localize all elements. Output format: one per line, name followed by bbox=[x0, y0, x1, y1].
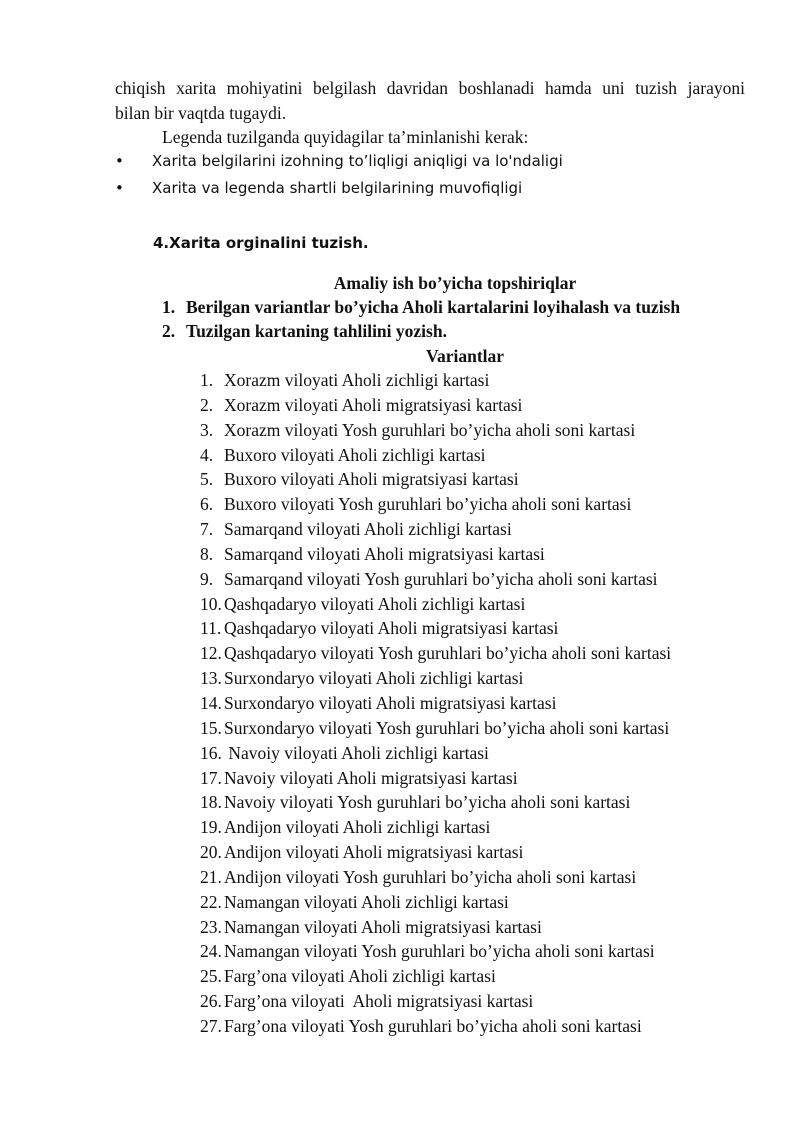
variant-item bbox=[200, 468, 671, 493]
variant-number: 5. bbox=[200, 469, 214, 490]
variant-number: 26. bbox=[200, 991, 222, 1012]
variant-item bbox=[200, 767, 671, 792]
variant-number: 14. bbox=[200, 692, 222, 713]
task-number: 2. bbox=[162, 321, 176, 341]
variant-item bbox=[200, 419, 671, 444]
variant-item bbox=[200, 1015, 671, 1040]
task-item bbox=[162, 320, 680, 344]
variant-item bbox=[200, 444, 671, 469]
legend-requirements-line: Legenda tuzilganda quyidagilar ta’minlanishi kerak: bbox=[162, 127, 529, 147]
tasks-heading: Amaliy ish bo’yicha topshiriqlar bbox=[333, 273, 577, 293]
variant-text: Xorazm viloyati Aholi migratsiyasi kartasi bbox=[224, 394, 523, 415]
variant-text: Xorazm viloyati Yosh guruhlari bo’yicha aholi soni kartasi bbox=[224, 419, 636, 440]
variant-text: Samarqand viloyati Aholi zichligi kartasi bbox=[224, 519, 512, 540]
variant-number: 6. bbox=[200, 494, 214, 515]
variant-text: Qashqadaryo viloyati Aholi zichligi kartasi bbox=[224, 593, 526, 614]
variant-number: 20. bbox=[200, 842, 222, 863]
variant-number: 8. bbox=[200, 543, 214, 564]
variant-item bbox=[200, 617, 671, 642]
variant-number: 23. bbox=[200, 916, 222, 937]
bullet-marker: • bbox=[115, 179, 124, 197]
variant-number: 17. bbox=[200, 767, 222, 788]
task-item bbox=[162, 296, 680, 320]
section-4-heading: 4.Xarita orginalini tuzish. bbox=[153, 234, 369, 252]
variant-number: 10. bbox=[200, 593, 222, 614]
variant-text: Navoiy viloyati Aholi migratsiyasi kartasi bbox=[224, 767, 518, 788]
bullet-text: Xarita va legenda shartli belgilarining muvofiqligi bbox=[152, 179, 523, 197]
variant-item bbox=[200, 742, 671, 767]
variant-item bbox=[200, 593, 671, 618]
variant-item bbox=[200, 692, 671, 717]
variant-text: Andijon viloyati Aholi zichligi kartasi bbox=[224, 817, 491, 838]
variant-text: Namangan viloyati Aholi migratsiyasi kartasi bbox=[224, 916, 542, 937]
variant-text: Qashqadaryo viloyati Yosh guruhlari bo’yicha aholi soni kartasi bbox=[224, 643, 672, 664]
variant-text: Namangan viloyati Aholi zichligi kartasi bbox=[224, 891, 509, 912]
variant-number: 4. bbox=[200, 444, 214, 465]
variant-number: 19. bbox=[200, 817, 222, 838]
variant-number: 7. bbox=[200, 519, 214, 540]
bullet-item bbox=[115, 178, 563, 205]
variant-text: Qashqadaryo viloyati Aholi migratsiyasi kartasi bbox=[224, 618, 559, 639]
variant-number: 22. bbox=[200, 891, 222, 912]
variant-item bbox=[200, 717, 671, 742]
variants-heading: Variantlar bbox=[425, 346, 505, 366]
variant-text: Samarqand viloyati Yosh guruhlari bo’yicha aholi soni kartasi bbox=[224, 568, 658, 589]
variant-text: Andijon viloyati Aholi migratsiyasi kartasi bbox=[224, 842, 524, 863]
variant-number: 2. bbox=[200, 394, 214, 415]
variant-item bbox=[200, 543, 671, 568]
variant-item bbox=[200, 642, 671, 667]
intro-line-2: bilan bir vaqtda tugaydi. bbox=[115, 103, 287, 123]
variant-number: 11. bbox=[200, 618, 222, 639]
variant-text: Namangan viloyati Yosh guruhlari bo’yicha aholi soni kartasi bbox=[224, 941, 655, 962]
bullet-text: Xarita belgilarini izohning to’liqligi aniqligi va lo'ndaligi bbox=[152, 152, 563, 170]
variant-number: 18. bbox=[200, 792, 222, 813]
variant-text: Samarqand viloyati Aholi migratsiyasi kartasi bbox=[224, 543, 545, 564]
variant-item bbox=[200, 916, 671, 941]
variant-item bbox=[200, 816, 671, 841]
variant-item bbox=[200, 568, 671, 593]
variant-number: 25. bbox=[200, 966, 222, 987]
bullet-list bbox=[115, 151, 563, 205]
variant-item bbox=[200, 990, 671, 1015]
variant-number: 12. bbox=[200, 643, 222, 664]
variant-text: Xorazm viloyati Aholi zichligi kartasi bbox=[224, 370, 490, 390]
variant-item bbox=[200, 493, 671, 518]
variant-number: 21. bbox=[200, 866, 222, 887]
variant-list bbox=[200, 369, 671, 1040]
variant-text: Farg’ona viloyati Aholi zichligi kartasi bbox=[224, 966, 496, 987]
variant-item bbox=[200, 369, 671, 394]
task-number: 1. bbox=[162, 297, 176, 317]
variant-text: Surxondaryo viloyati Yosh guruhlari bo’yicha aholi soni kartasi bbox=[224, 717, 670, 738]
variant-item bbox=[200, 940, 671, 965]
variant-text: Farg’ona viloyati Aholi migratsiyasi kartasi bbox=[224, 991, 534, 1012]
variant-text: Navoiy viloyati Aholi zichligi kartasi bbox=[224, 742, 489, 763]
variant-text: Surxondaryo viloyati Aholi migratsiyasi kartasi bbox=[224, 692, 557, 713]
variant-item bbox=[200, 891, 671, 916]
variant-text: Navoiy viloyati Yosh guruhlari bo’yicha aholi soni kartasi bbox=[224, 792, 631, 813]
variant-item bbox=[200, 965, 671, 990]
variant-item bbox=[200, 394, 671, 419]
bullet-item bbox=[115, 151, 563, 178]
variant-text: Buxoro viloyati Aholi zichligi kartasi bbox=[224, 444, 486, 465]
intro-line-1: chiqish xarita mohiyatini belgilash davridan boshlanadi hamda uni tuzish jarayoni bbox=[115, 78, 745, 98]
intro-paragraph bbox=[115, 76, 745, 126]
variant-number: 24. bbox=[200, 941, 222, 962]
variant-text: Andijon viloyati Yosh guruhlari bo’yicha aholi soni kartasi bbox=[224, 866, 637, 887]
variant-text: Buxoro viloyati Yosh guruhlari bo’yicha aholi soni kartasi bbox=[224, 494, 632, 515]
task-list bbox=[162, 296, 680, 344]
task-text: Berilgan variantlar bo’yicha Aholi kartalarini loyihalash va tuzish bbox=[186, 297, 681, 317]
variant-number: 3. bbox=[200, 419, 214, 440]
variant-text: Buxoro viloyati Aholi migratsiyasi kartasi bbox=[224, 469, 519, 490]
variant-item bbox=[200, 866, 671, 891]
variant-text: Surxondaryo viloyati Aholi zichligi kartasi bbox=[224, 668, 524, 689]
variant-item bbox=[200, 518, 671, 543]
variant-item bbox=[200, 667, 671, 692]
variant-number: 16. bbox=[200, 742, 222, 763]
bullet-marker: • bbox=[115, 152, 124, 170]
variant-number: 15. bbox=[200, 717, 222, 738]
variant-text: Farg’ona viloyati Yosh guruhlari bo’yicha aholi soni kartasi bbox=[224, 1015, 642, 1036]
variant-number: 9. bbox=[200, 568, 214, 589]
variant-item bbox=[200, 791, 671, 816]
variant-number: 27. bbox=[200, 1015, 222, 1036]
variant-number: 1. bbox=[200, 370, 214, 390]
variant-item bbox=[200, 841, 671, 866]
variant-number: 13. bbox=[200, 668, 222, 689]
task-text: Tuzilgan kartaning tahlilini yozish. bbox=[186, 321, 447, 341]
